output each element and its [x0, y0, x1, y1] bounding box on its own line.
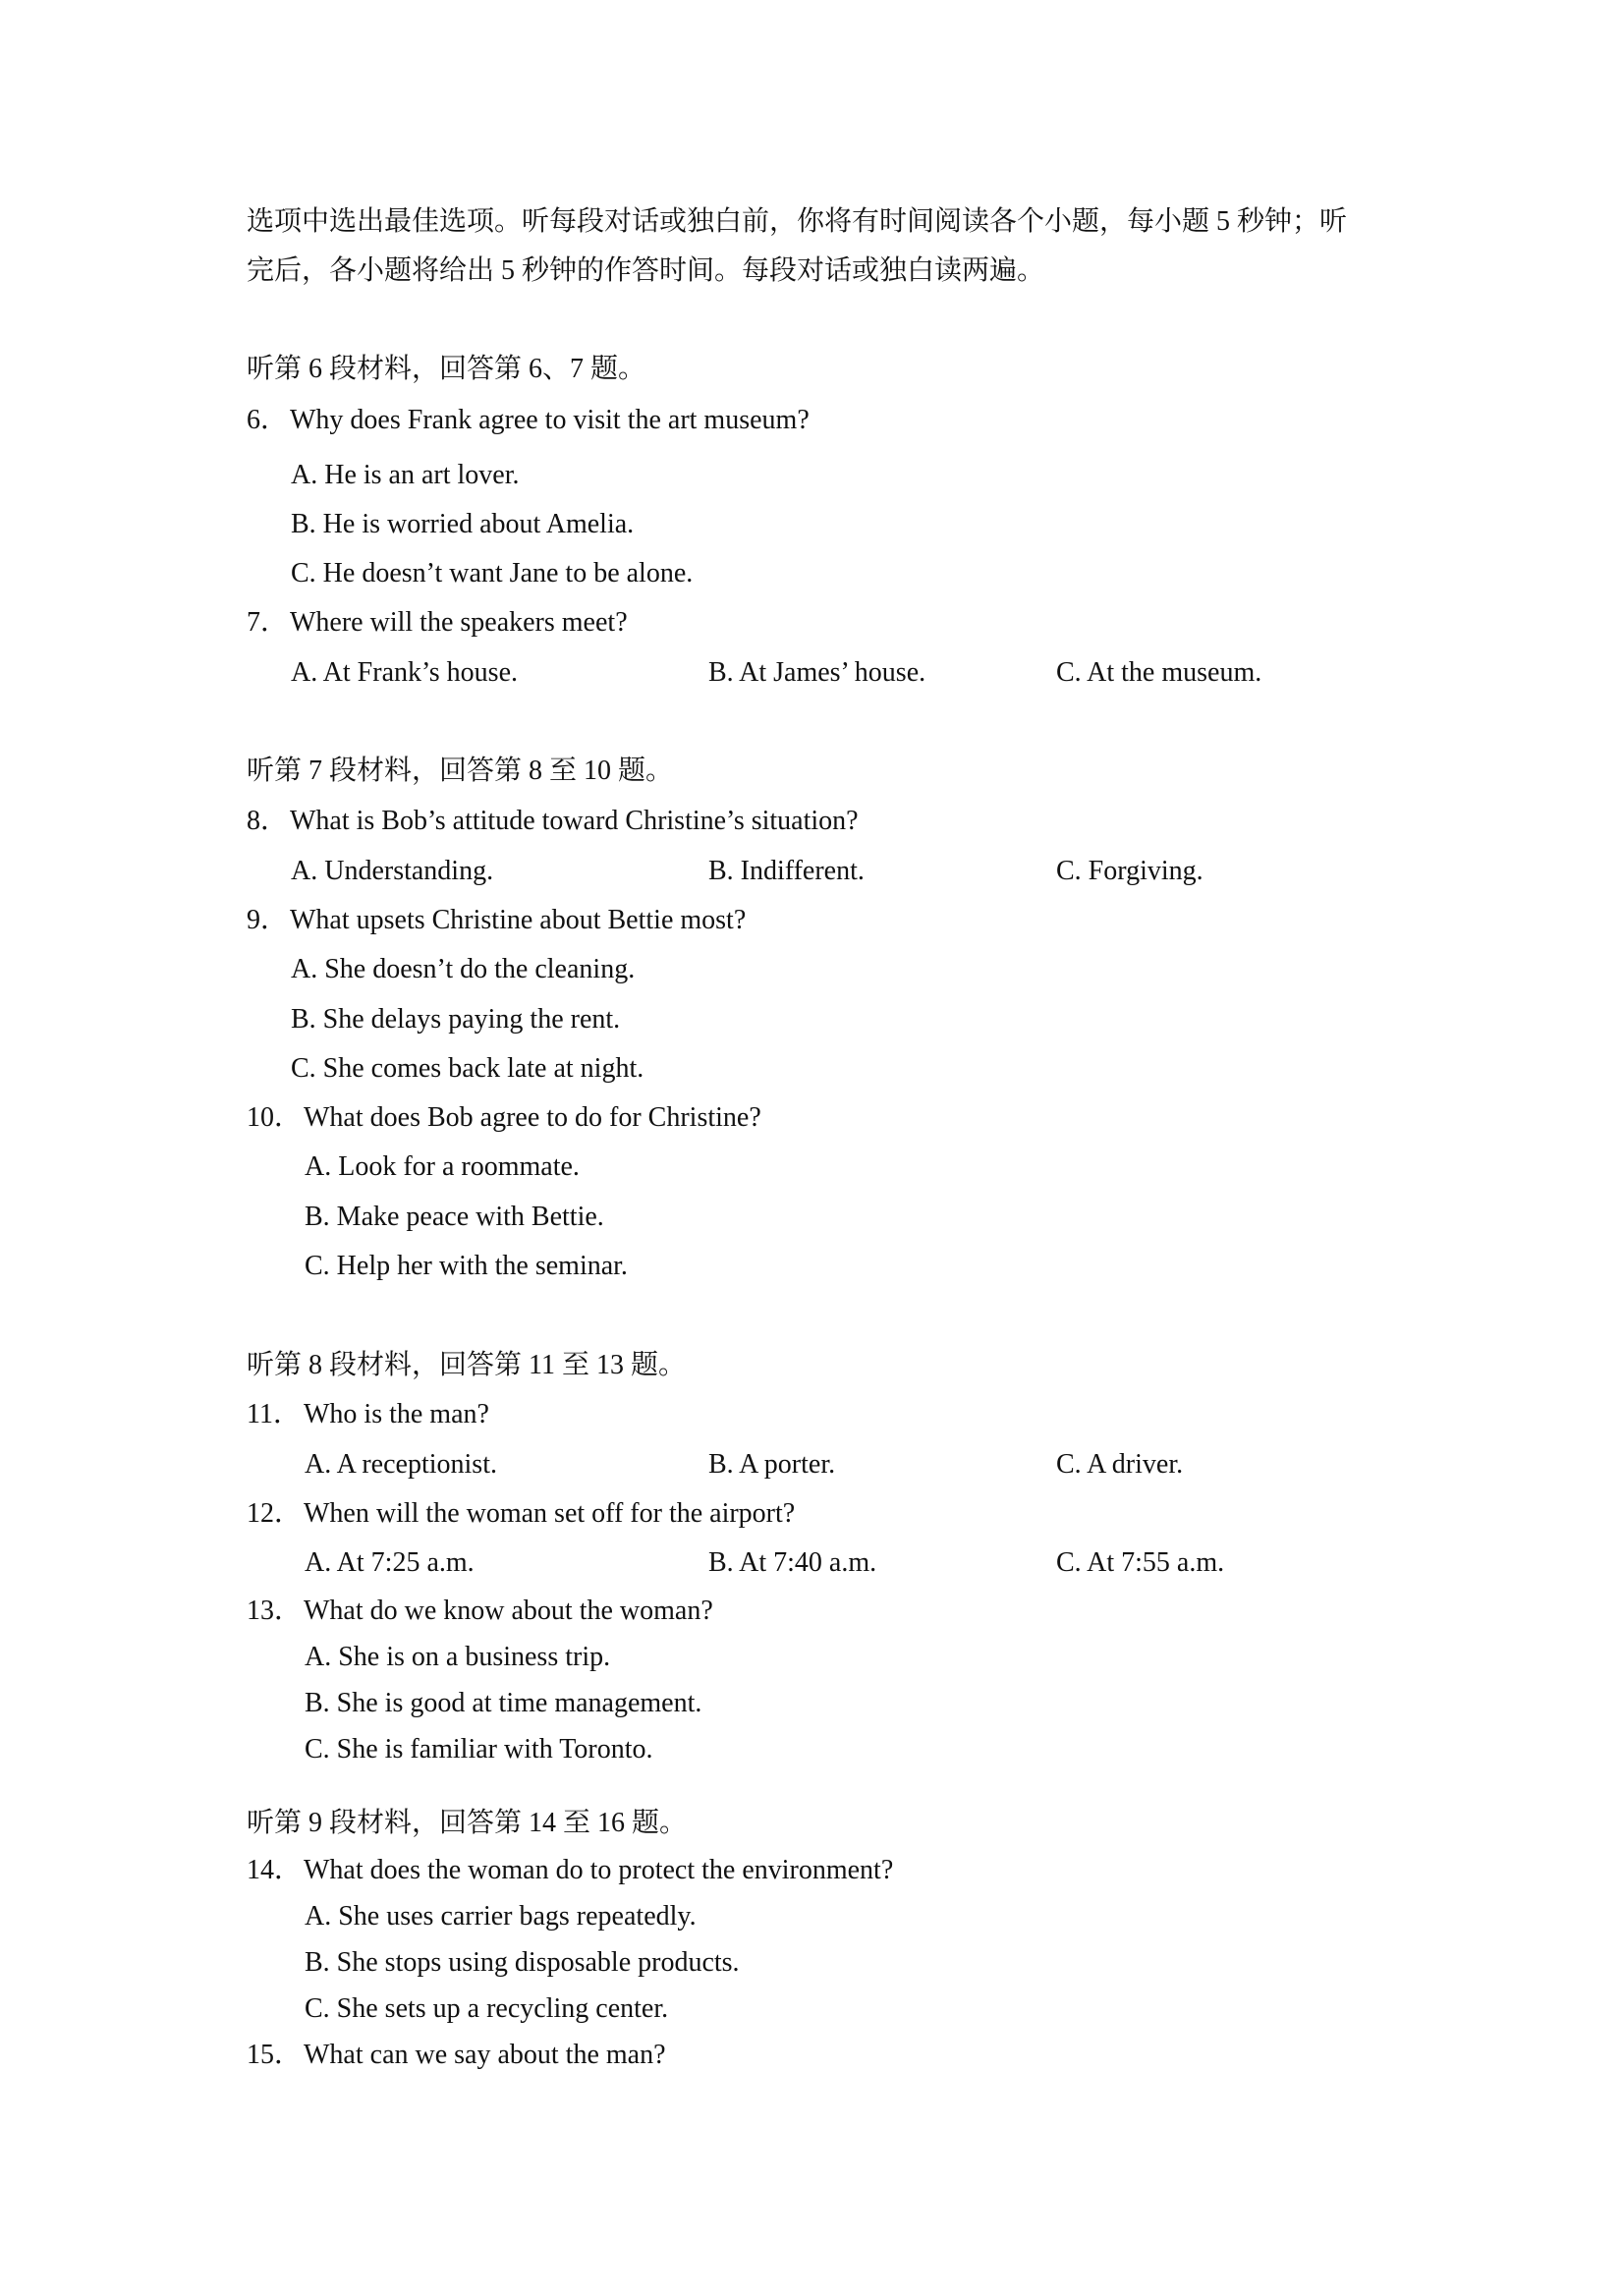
option-12b: B. At 7:40 a.m.	[708, 1547, 877, 1578]
option-8a: A. Understanding.	[291, 856, 494, 886]
option-13a: A. She is on a business trip.	[305, 1642, 611, 1672]
option-11a: A. A receptionist.	[305, 1449, 497, 1480]
option-6c: C. He doesn’t want Jane to be alone.	[291, 558, 694, 588]
option-13b: B. She is good at time management.	[305, 1688, 702, 1718]
question-number: 14．	[247, 1855, 303, 1885]
question-14	[247, 1853, 893, 1888]
question-text: When will the woman set off for the airport?	[304, 1498, 796, 1529]
question-7	[247, 605, 628, 641]
question-10	[247, 1100, 761, 1136]
question-text: Who is the man?	[304, 1399, 489, 1429]
option-12c: C. At 7:55 a.m.	[1056, 1547, 1225, 1578]
question-number: 9．	[247, 905, 289, 935]
question-text: What upsets Christine about Bettie most?	[290, 905, 747, 935]
option-6a: A. He is an art lover.	[291, 460, 520, 490]
question-13	[247, 1594, 713, 1629]
question-number: 10．	[247, 1102, 303, 1133]
option-11b: B. A porter.	[708, 1449, 836, 1480]
question-number: 7．	[247, 607, 289, 638]
option-8b: B. Indifferent.	[708, 856, 865, 886]
question-11	[247, 1397, 489, 1432]
option-11c: C. A driver.	[1056, 1449, 1184, 1480]
option-12a: A. At 7:25 a.m.	[305, 1547, 475, 1578]
option-14b: B. She stops using disposable products.	[305, 1947, 740, 1978]
option-14a: A. She uses carrier bags repeatedly.	[305, 1901, 697, 1932]
question-12	[247, 1496, 795, 1532]
option-7b: B. At James’ house.	[708, 657, 926, 688]
section-heading-8: 听第 8 段材料，回答第 11 至 13 题。	[247, 1350, 686, 1380]
question-6	[247, 403, 810, 438]
option-10b: B. Make peace with Bettie.	[305, 1202, 604, 1232]
option-9a: A. She doesn’t do the cleaning.	[291, 954, 636, 984]
question-9	[247, 903, 746, 938]
question-text: What does the woman do to protect the environment?	[304, 1855, 894, 1885]
option-10a: A. Look for a roommate.	[305, 1151, 580, 1182]
option-13c: C. She is familiar with Toronto.	[305, 1734, 653, 1764]
section-heading-6: 听第 6 段材料，回答第 6、7 题。	[247, 354, 646, 384]
option-8c: C. Forgiving.	[1056, 856, 1203, 886]
question-text: Why does Frank agree to visit the art museum?	[290, 405, 810, 435]
option-6b: B. He is worried about Amelia.	[291, 509, 635, 539]
option-14c: C. She sets up a recycling center.	[305, 1993, 669, 2024]
question-number: 13．	[247, 1596, 303, 1626]
question-text: What is Bob’s attitude toward Christine’s situation?	[290, 806, 859, 836]
question-number: 8．	[247, 806, 289, 836]
section-heading-9: 听第 9 段材料，回答第 14 至 16 题。	[247, 1808, 688, 1838]
question-15	[247, 2038, 666, 2073]
option-10c: C. Help her with the seminar.	[305, 1251, 628, 1281]
question-text: What do we know about the woman?	[304, 1596, 713, 1626]
option-7a: A. At Frank’s house.	[291, 657, 518, 688]
question-number: 6．	[247, 405, 289, 435]
option-9b: B. She delays paying the rent.	[291, 1004, 621, 1035]
question-text: Where will the speakers meet?	[290, 607, 628, 638]
intro-line-1: 选项中选出最佳选项。听每段对话或独白前，你将有时间阅读各个小题，每小题 5 秒钟；听	[247, 206, 1348, 237]
question-8	[247, 804, 859, 839]
question-text: What does Bob agree to do for Christine?	[304, 1102, 761, 1133]
option-7c: C. At the museum.	[1056, 657, 1262, 688]
question-number: 15．	[247, 2040, 303, 2070]
question-number: 12．	[247, 1498, 303, 1529]
option-9c: C. She comes back late at night.	[291, 1053, 644, 1084]
section-heading-7: 听第 7 段材料，回答第 8 至 10 题。	[247, 756, 674, 786]
question-text: What can we say about the man?	[304, 2040, 666, 2070]
intro-line-2: 完后，各小题将给出 5 秒钟的作答时间。每段对话或独白读两遍。	[247, 255, 1045, 286]
question-number: 11．	[247, 1399, 301, 1429]
